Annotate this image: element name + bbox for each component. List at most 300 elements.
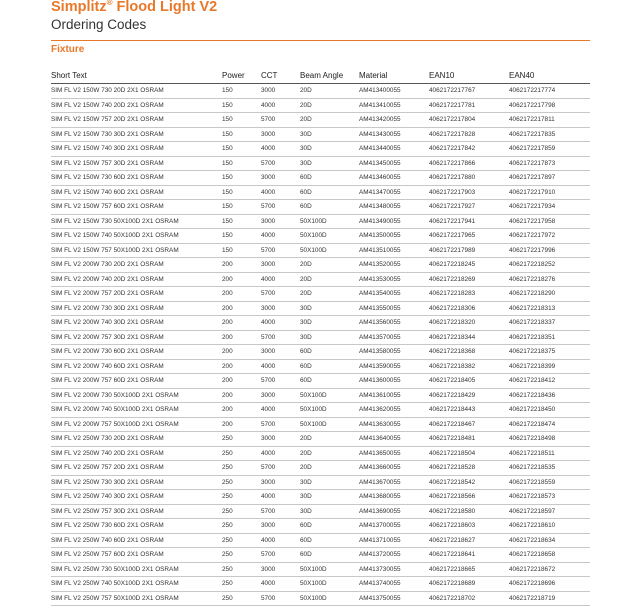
table-cell: 3000 [261, 388, 300, 403]
table-cell: AM413600055 [359, 374, 429, 389]
table-cell: 20D [300, 84, 359, 99]
table-cell: 4000 [261, 403, 300, 418]
table-cell: SIM FL V2 150W 757 60D 2X1 OSRAM [51, 200, 222, 215]
table-cell: 200 [222, 330, 261, 345]
table-cell: 4062172218641 [429, 548, 509, 563]
table-cell: 50X100D [300, 243, 359, 258]
table-row [51, 330, 590, 345]
table-cell: AM413430055 [359, 127, 429, 142]
table-cell: 4062172218382 [429, 359, 509, 374]
table-cell: 250 [222, 475, 261, 490]
table-cell: SIM FL V2 250W 757 30D 2X1 OSRAM [51, 504, 222, 519]
table-cell: 30D [300, 316, 359, 331]
table-cell: 60D [300, 171, 359, 186]
table-row [51, 548, 590, 563]
table-cell: SIM FL V2 200W 730 20D 2X1 OSRAM [51, 258, 222, 273]
table-cell: 200 [222, 388, 261, 403]
column-header: EAN10 [429, 67, 509, 84]
table-cell: 20D [300, 113, 359, 128]
table-cell: 4062172218412 [509, 374, 590, 389]
table-row [51, 214, 590, 229]
table-cell: 4062172218375 [509, 345, 590, 360]
table-cell: 150 [222, 156, 261, 171]
table-cell: AM413740055 [359, 577, 429, 592]
table-cell: 30D [300, 504, 359, 519]
table-row [51, 272, 590, 287]
table-cell: 4062172218306 [429, 301, 509, 316]
table-cell: SIM FL V2 250W 757 50X100D 2X1 OSRAM [51, 591, 222, 606]
column-header: CCT [261, 67, 300, 84]
table-cell: 50X100D [300, 591, 359, 606]
table-cell: 4062172218276 [509, 272, 590, 287]
table-cell: SIM FL V2 250W 730 60D 2X1 OSRAM [51, 519, 222, 534]
table-cell: 150 [222, 84, 261, 99]
table-row [51, 461, 590, 476]
table-cell: AM413630055 [359, 417, 429, 432]
table-cell: AM413410055 [359, 98, 429, 113]
table-row [51, 156, 590, 171]
table-cell: 150 [222, 200, 261, 215]
table-header-row [51, 67, 590, 84]
table-cell: 30D [300, 475, 359, 490]
table-cell: 20D [300, 272, 359, 287]
table-cell: AM413730055 [359, 562, 429, 577]
table-cell: SIM FL V2 200W 757 60D 2X1 OSRAM [51, 374, 222, 389]
table-cell: SIM FL V2 150W 730 20D 2X1 OSRAM [51, 84, 222, 99]
table-cell: 250 [222, 432, 261, 447]
table-cell: 3000 [261, 214, 300, 229]
table-cell: 250 [222, 446, 261, 461]
table-cell: SIM FL V2 250W 740 60D 2X1 OSRAM [51, 533, 222, 548]
table-cell: AM413650055 [359, 446, 429, 461]
table-cell: 150 [222, 243, 261, 258]
table-cell: 4062172218610 [509, 519, 590, 534]
table-cell: 4062172218511 [509, 446, 590, 461]
table-cell: 4062172217781 [429, 98, 509, 113]
table-row [51, 258, 590, 273]
table-cell: 60D [300, 359, 359, 374]
table-cell: 4062172218627 [429, 533, 509, 548]
table-cell: 4062172217798 [509, 98, 590, 113]
table-cell: SIM FL V2 200W 730 30D 2X1 OSRAM [51, 301, 222, 316]
table-cell: 4062172217880 [429, 171, 509, 186]
table-cell: 4062172218658 [509, 548, 590, 563]
table-cell: 4062172218535 [509, 461, 590, 476]
table-cell: 4062172218559 [509, 475, 590, 490]
table-cell: 3000 [261, 301, 300, 316]
table-cell: 4062172217910 [509, 185, 590, 200]
table-cell: 5700 [261, 461, 300, 476]
table-row [51, 142, 590, 157]
table-row [51, 301, 590, 316]
product-name: Flood Light V2 [116, 0, 218, 15]
table-row [51, 504, 590, 519]
table-cell: 4000 [261, 316, 300, 331]
table-cell: AM413480055 [359, 200, 429, 215]
table-cell: 4062172218399 [509, 359, 590, 374]
table-cell: 20D [300, 446, 359, 461]
table-cell: 4062172217811 [509, 113, 590, 128]
table-cell: AM413640055 [359, 432, 429, 447]
table-cell: 4062172218443 [429, 403, 509, 418]
table-cell: SIM FL V2 200W 730 60D 2X1 OSRAM [51, 345, 222, 360]
table-cell: SIM FL V2 150W 740 20D 2X1 OSRAM [51, 98, 222, 113]
table-cell: SIM FL V2 200W 757 30D 2X1 OSRAM [51, 330, 222, 345]
table-cell: 3000 [261, 562, 300, 577]
table-row [51, 519, 590, 534]
table-cell: 200 [222, 417, 261, 432]
table-cell: AM413510055 [359, 243, 429, 258]
column-header: Material [359, 67, 429, 84]
table-row [51, 432, 590, 447]
table-row [51, 287, 590, 302]
table-cell: 200 [222, 316, 261, 331]
table-cell: 50X100D [300, 562, 359, 577]
table-cell: 4000 [261, 577, 300, 592]
table-cell: 4062172218542 [429, 475, 509, 490]
table-cell: 5700 [261, 330, 300, 345]
column-header: EAN40 [509, 67, 590, 84]
document-title [51, 0, 217, 15]
table-cell: 250 [222, 519, 261, 534]
table-cell: 4062172217828 [429, 127, 509, 142]
table-cell: 150 [222, 185, 261, 200]
table-cell: 4062172217927 [429, 200, 509, 215]
table-cell: 4062172218269 [429, 272, 509, 287]
table-cell: 150 [222, 214, 261, 229]
table-cell: 150 [222, 98, 261, 113]
table-cell: SIM FL V2 150W 757 30D 2X1 OSRAM [51, 156, 222, 171]
table-cell: 60D [300, 533, 359, 548]
table-cell: 4062172218696 [509, 577, 590, 592]
table-cell: SIM FL V2 250W 730 50X100D 2X1 OSRAM [51, 562, 222, 577]
table-cell: 5700 [261, 243, 300, 258]
table-cell: 4062172217996 [509, 243, 590, 258]
table-cell: 50X100D [300, 388, 359, 403]
table-cell: 4062172218597 [509, 504, 590, 519]
table-cell: SIM FL V2 250W 740 30D 2X1 OSRAM [51, 490, 222, 505]
table-cell: 60D [300, 519, 359, 534]
table-cell: 200 [222, 359, 261, 374]
table-cell: AM413680055 [359, 490, 429, 505]
table-cell: 4000 [261, 185, 300, 200]
table-cell: 4000 [261, 272, 300, 287]
table-cell: 3000 [261, 345, 300, 360]
table-cell: 4062172217873 [509, 156, 590, 171]
table-cell: 20D [300, 98, 359, 113]
table-cell: AM413580055 [359, 345, 429, 360]
table-cell: SIM FL V2 200W 740 50X100D 2X1 OSRAM [51, 403, 222, 418]
table-cell: SIM FL V2 150W 757 20D 2X1 OSRAM [51, 113, 222, 128]
table-cell: SIM FL V2 200W 757 50X100D 2X1 OSRAM [51, 417, 222, 432]
table-cell: 50X100D [300, 417, 359, 432]
table-cell: AM413470055 [359, 185, 429, 200]
table-row [51, 243, 590, 258]
table-cell: 4062172218252 [509, 258, 590, 273]
table-cell: 30D [300, 127, 359, 142]
table-cell: 4062172218528 [429, 461, 509, 476]
table-cell: SIM FL V2 200W 730 50X100D 2X1 OSRAM [51, 388, 222, 403]
table-cell: 5700 [261, 591, 300, 606]
table-cell: 4062172218344 [429, 330, 509, 345]
table-cell: AM413460055 [359, 171, 429, 186]
table-cell: 60D [300, 185, 359, 200]
table-cell: 4062172218481 [429, 432, 509, 447]
table-cell: 5700 [261, 113, 300, 128]
table-cell: 4062172218436 [509, 388, 590, 403]
table-cell: 200 [222, 301, 261, 316]
table-cell: 4062172218313 [509, 301, 590, 316]
table-cell: 5700 [261, 548, 300, 563]
table-cell: 5700 [261, 417, 300, 432]
table-cell: SIM FL V2 250W 730 20D 2X1 OSRAM [51, 432, 222, 447]
table-cell: 4062172218429 [429, 388, 509, 403]
table-cell: 150 [222, 113, 261, 128]
table-cell: 3000 [261, 519, 300, 534]
table-cell: 3000 [261, 127, 300, 142]
table-cell: 200 [222, 287, 261, 302]
table-row [51, 359, 590, 374]
table-cell: SIM FL V2 150W 730 60D 2X1 OSRAM [51, 171, 222, 186]
table-cell: AM413540055 [359, 287, 429, 302]
table-cell: 4062172217989 [429, 243, 509, 258]
table-row [51, 200, 590, 215]
table-cell: 4062172218351 [509, 330, 590, 345]
table-cell: 4062172218634 [509, 533, 590, 548]
table-cell: AM413450055 [359, 156, 429, 171]
table-cell: 50X100D [300, 403, 359, 418]
table-row [51, 562, 590, 577]
table-row [51, 84, 590, 99]
table-cell: 30D [300, 301, 359, 316]
column-header: Short Text [51, 67, 222, 84]
table-cell: 4062172218405 [429, 374, 509, 389]
table-cell: AM413720055 [359, 548, 429, 563]
table-row [51, 229, 590, 244]
section-title: Fixture [51, 44, 85, 55]
table-cell: 250 [222, 591, 261, 606]
header-divider [51, 40, 590, 41]
table-cell: 200 [222, 258, 261, 273]
table-cell: 4062172217804 [429, 113, 509, 128]
table-row [51, 403, 590, 418]
table-cell: 250 [222, 577, 261, 592]
table-cell: 4062172217835 [509, 127, 590, 142]
table-cell: 50X100D [300, 214, 359, 229]
table-cell: AM413660055 [359, 461, 429, 476]
table-row [51, 374, 590, 389]
table-cell: 4062172218320 [429, 316, 509, 331]
table-cell: 4000 [261, 359, 300, 374]
table-cell: SIM FL V2 200W 740 30D 2X1 OSRAM [51, 316, 222, 331]
table-cell: SIM FL V2 150W 740 60D 2X1 OSRAM [51, 185, 222, 200]
table-cell: SIM FL V2 150W 740 50X100D 2X1 OSRAM [51, 229, 222, 244]
table-cell: 20D [300, 258, 359, 273]
table-cell: 4062172218603 [429, 519, 509, 534]
table-cell: SIM FL V2 150W 740 30D 2X1 OSRAM [51, 142, 222, 157]
table-cell: SIM FL V2 150W 757 50X100D 2X1 OSRAM [51, 243, 222, 258]
table-cell: 5700 [261, 200, 300, 215]
table-cell: 4062172217934 [509, 200, 590, 215]
table-cell: 4000 [261, 98, 300, 113]
table-cell: AM413620055 [359, 403, 429, 418]
table-cell: SIM FL V2 250W 757 60D 2X1 OSRAM [51, 548, 222, 563]
table-cell: 5700 [261, 504, 300, 519]
table-cell: 4000 [261, 533, 300, 548]
table-cell: 150 [222, 142, 261, 157]
table-cell: AM413750055 [359, 591, 429, 606]
table-cell: 30D [300, 156, 359, 171]
table-cell: 3000 [261, 171, 300, 186]
table-cell: 3000 [261, 258, 300, 273]
table-row [51, 446, 590, 461]
table-cell: 20D [300, 461, 359, 476]
table-cell: 4062172218368 [429, 345, 509, 360]
table-cell: SIM FL V2 250W 740 50X100D 2X1 OSRAM [51, 577, 222, 592]
table-cell: 4062172218337 [509, 316, 590, 331]
table-cell: 4062172218719 [509, 591, 590, 606]
table-cell: 60D [300, 548, 359, 563]
table-row [51, 475, 590, 490]
table-cell: 4062172218689 [429, 577, 509, 592]
table-cell: 200 [222, 403, 261, 418]
table-cell: 4000 [261, 142, 300, 157]
column-header: Power [222, 67, 261, 84]
table-cell: 4062172217866 [429, 156, 509, 171]
table-body [51, 84, 590, 606]
table-cell: 4062172217774 [509, 84, 590, 99]
table-cell: 20D [300, 432, 359, 447]
table-row [51, 185, 590, 200]
ordering-codes-table [51, 67, 590, 606]
table-cell: 150 [222, 229, 261, 244]
table-cell: 250 [222, 548, 261, 563]
table-cell: 4062172218283 [429, 287, 509, 302]
table-cell: SIM FL V2 150W 730 50X100D 2X1 OSRAM [51, 214, 222, 229]
table-cell: 30D [300, 330, 359, 345]
table-cell: 30D [300, 490, 359, 505]
table-cell: 150 [222, 127, 261, 142]
table-cell: AM413500055 [359, 229, 429, 244]
table-cell: 4000 [261, 490, 300, 505]
table-cell: 50X100D [300, 577, 359, 592]
table-cell: AM413550055 [359, 301, 429, 316]
table-row [51, 171, 590, 186]
table-cell: 4000 [261, 229, 300, 244]
table-cell: 3000 [261, 432, 300, 447]
brand-name: Simplitz [51, 0, 107, 15]
table-cell: 4062172217842 [429, 142, 509, 157]
table-cell: 4062172218672 [509, 562, 590, 577]
table-row [51, 345, 590, 360]
table-cell: AM413490055 [359, 214, 429, 229]
table-cell: 60D [300, 200, 359, 215]
table-cell: 200 [222, 345, 261, 360]
table-row [51, 98, 590, 113]
table-cell: 250 [222, 490, 261, 505]
table-cell: SIM FL V2 250W 740 20D 2X1 OSRAM [51, 446, 222, 461]
table-cell: 50X100D [300, 229, 359, 244]
table-cell: SIM FL V2 150W 730 30D 2X1 OSRAM [51, 127, 222, 142]
table-cell: AM413710055 [359, 533, 429, 548]
table-cell: 4062172217958 [509, 214, 590, 229]
table-cell: 4062172218566 [429, 490, 509, 505]
table-cell: AM413610055 [359, 388, 429, 403]
table-row [51, 388, 590, 403]
table-cell: 4062172218467 [429, 417, 509, 432]
table-cell: 4062172217897 [509, 171, 590, 186]
table-cell: 4062172218474 [509, 417, 590, 432]
table-cell: AM413700055 [359, 519, 429, 534]
table-row [51, 113, 590, 128]
table-row [51, 577, 590, 592]
table-cell: AM413440055 [359, 142, 429, 157]
table-cell: AM413690055 [359, 504, 429, 519]
table-cell: 200 [222, 374, 261, 389]
table-cell: 4062172217941 [429, 214, 509, 229]
table-cell: AM413560055 [359, 316, 429, 331]
table-row [51, 533, 590, 548]
table-cell: 200 [222, 272, 261, 287]
table-cell: 4062172218450 [509, 403, 590, 418]
document-subtitle: Ordering Codes [51, 17, 147, 32]
table-cell: AM413570055 [359, 330, 429, 345]
table-cell: 20D [300, 287, 359, 302]
table-cell: 30D [300, 142, 359, 157]
table-row [51, 127, 590, 142]
table-cell: AM413520055 [359, 258, 429, 273]
table-cell: 4062172218702 [429, 591, 509, 606]
table-cell: SIM FL V2 200W 757 20D 2X1 OSRAM [51, 287, 222, 302]
table-cell: 4062172218498 [509, 432, 590, 447]
table-row [51, 417, 590, 432]
table-cell: 5700 [261, 287, 300, 302]
table-cell: AM413420055 [359, 113, 429, 128]
table-cell: 3000 [261, 475, 300, 490]
table-cell: 4000 [261, 446, 300, 461]
table-cell: 250 [222, 504, 261, 519]
table-cell: 60D [300, 374, 359, 389]
table-cell: AM413400055 [359, 84, 429, 99]
registered-mark: ® [106, 0, 113, 7]
table-row [51, 591, 590, 606]
table-cell: 150 [222, 171, 261, 186]
table-cell: 4062172217972 [509, 229, 590, 244]
table-cell: 250 [222, 562, 261, 577]
table-cell: 60D [300, 345, 359, 360]
column-header: Beam Angle [300, 67, 359, 84]
table-cell: SIM FL V2 200W 740 20D 2X1 OSRAM [51, 272, 222, 287]
table-cell: SIM FL V2 250W 730 30D 2X1 OSRAM [51, 475, 222, 490]
table-cell: SIM FL V2 250W 757 20D 2X1 OSRAM [51, 461, 222, 476]
table-cell: 4062172217767 [429, 84, 509, 99]
table-cell: AM413590055 [359, 359, 429, 374]
table-cell: 4062172217903 [429, 185, 509, 200]
table-cell: 3000 [261, 84, 300, 99]
table-cell: 4062172218665 [429, 562, 509, 577]
table-cell: 4062172217965 [429, 229, 509, 244]
table-cell: 4062172218580 [429, 504, 509, 519]
table-cell: 250 [222, 461, 261, 476]
table-cell: AM413530055 [359, 272, 429, 287]
table-cell: 4062172218504 [429, 446, 509, 461]
table-cell: 4062172218245 [429, 258, 509, 273]
table-cell: AM413670055 [359, 475, 429, 490]
table-cell: 4062172217859 [509, 142, 590, 157]
table-cell: SIM FL V2 200W 740 60D 2X1 OSRAM [51, 359, 222, 374]
table-cell: 5700 [261, 156, 300, 171]
table-cell: 5700 [261, 374, 300, 389]
